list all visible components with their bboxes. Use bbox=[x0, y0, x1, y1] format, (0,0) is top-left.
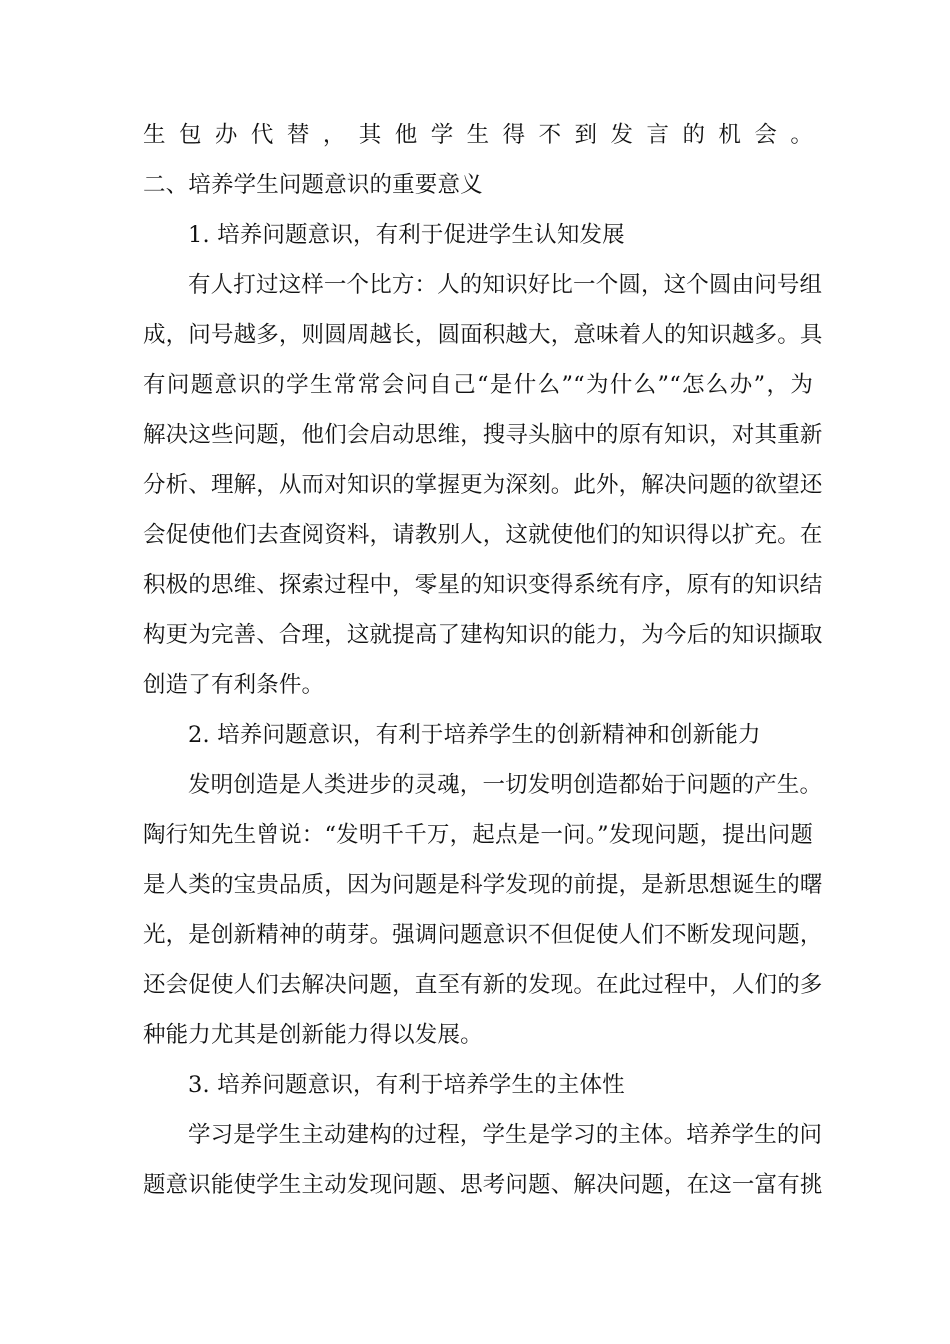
text-line-8: 分析、理解，从而对知识的掌握更为深刻。此外，解决问题的欲望还 bbox=[143, 472, 823, 498]
subheading-3: 3. 培养问题意识，有利于培养学生的主体性 bbox=[188, 1072, 625, 1098]
text-line-4: 有人打过这样一个比方：人的知识好比一个圆，这个圆由问号组 bbox=[188, 272, 823, 298]
text-line-19: 种能力尤其是创新能力得以发展。 bbox=[143, 1022, 483, 1048]
text-line-6: 有问题意识的学生常常会问自己“是什么”“为什么”“怎么办”，为 bbox=[143, 372, 813, 398]
text-line-9: 会促使他们去查阅资料，请教别人，这就使他们的知识得以扩充。在 bbox=[143, 522, 823, 548]
text-line-14: 发明创造是人类进步的灵魂，一切发明创造都始于问题的产生。 bbox=[188, 772, 823, 798]
text-line-10: 积极的思维、探索过程中，零星的知识变得系统有序，原有的知识结 bbox=[143, 572, 823, 598]
section-heading-2: 二、培养学生问题意识的重要意义 bbox=[143, 172, 483, 198]
text-line-1: 生包办代替，其他学生得不到发言的机会。 bbox=[143, 122, 813, 148]
subheading-1: 1. 培养问题意识，有利于促进学生认知发展 bbox=[188, 222, 625, 248]
text-line-18: 还会促使人们去解决问题，直至有新的发现。在此过程中，人们的多 bbox=[143, 972, 823, 998]
text-line-7: 解决这些问题，他们会启动思维，搜寻头脑中的原有知识，对其重新 bbox=[143, 422, 823, 448]
text-line-12: 创造了有利条件。 bbox=[143, 672, 325, 698]
text-line-22: 题意识能使学生主动发现问题、思考问题、解决问题，在这一富有挑 bbox=[143, 1172, 823, 1198]
text-line-5: 成，问号越多，则圆周越长，圆面积越大，意味着人的知识越多。具 bbox=[143, 322, 823, 348]
text-line-15: 陶行知先生曾说：“发明千千万，起点是一问。”发现问题，提出问题 bbox=[143, 822, 813, 848]
text-line-16: 是人类的宝贵品质，因为问题是科学发现的前提，是新思想诞生的曙 bbox=[143, 872, 823, 898]
text-line-11: 构更为完善、合理，这就提高了建构知识的能力，为今后的知识撷取 bbox=[143, 622, 823, 648]
text-line-21: 学习是学生主动建构的过程，学生是学习的主体。培养学生的问 bbox=[188, 1122, 823, 1148]
text-line-17: 光，是创新精神的萌芽。强调问题意识不但促使人们不断发现问题， bbox=[143, 922, 823, 948]
subheading-2: 2. 培养问题意识，有利于培养学生的创新精神和创新能力 bbox=[188, 722, 761, 748]
